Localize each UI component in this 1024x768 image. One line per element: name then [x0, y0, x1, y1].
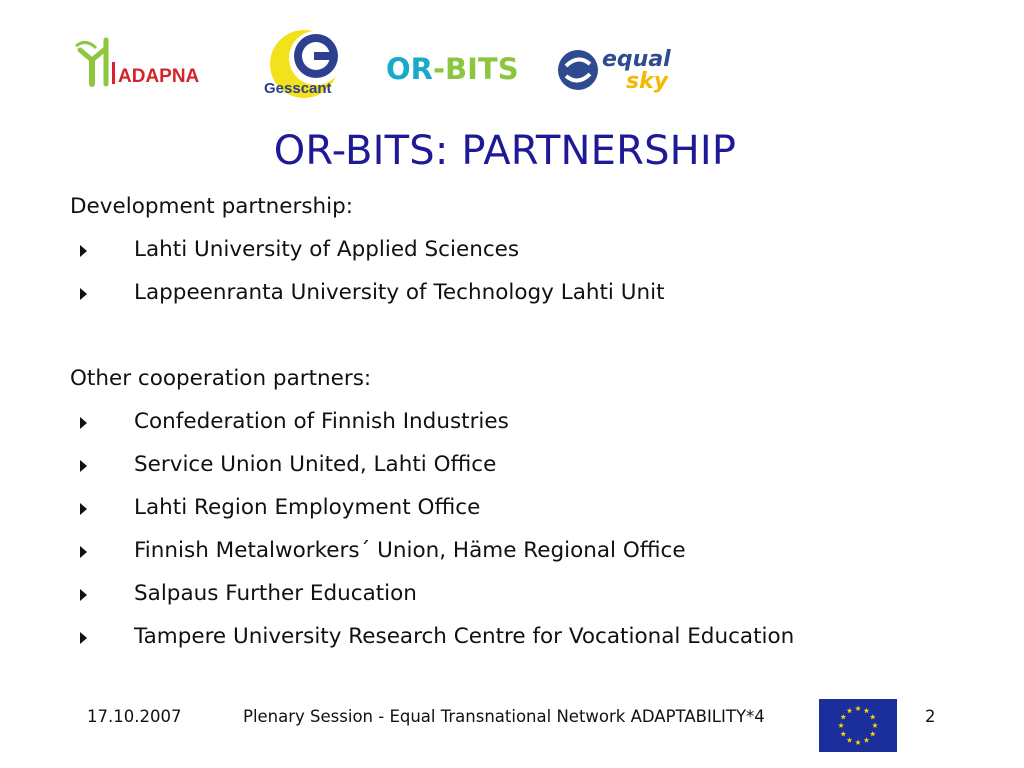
slide-content: [70, 192, 970, 665]
bullet-arrow-icon: [80, 288, 87, 300]
footer-text: Plenary Session - Equal Transnational Network ADAPTABILITY*4: [243, 707, 765, 726]
gesscant-logo: [256, 28, 366, 100]
other-partners-heading: Other cooperation partners:: [70, 366, 372, 391]
sky-logo-text: sky: [626, 69, 669, 94]
page-number: 2: [925, 707, 936, 726]
or-bits-logo-part-bits: -BITS: [432, 52, 519, 86]
bullet-arrow-icon: [80, 546, 87, 558]
equal-sky-logo: [556, 38, 686, 98]
list-item-label: Finnish Metalworkers´ Union, Häme Regional Office: [134, 538, 686, 563]
footer-date: 17.10.2007: [87, 707, 182, 726]
slide-title: OR-BITS: PARTNERSHIP: [273, 128, 737, 174]
svg-text:OR-BITS: [386, 52, 519, 86]
list-item-label: Service Union United, Lahti Office: [134, 452, 497, 477]
spacer: [70, 321, 970, 364]
list-item-label: Salpaus Further Education: [134, 581, 417, 606]
or-bits-logo-part-or: OR: [386, 52, 433, 86]
gesscant-logo-text: Gesscant: [264, 80, 332, 97]
list-item: [70, 622, 970, 665]
list-item: [70, 450, 970, 493]
bullet-arrow-icon: [80, 417, 87, 429]
development-heading: Development partnership:: [70, 194, 354, 219]
list-item: [70, 579, 970, 622]
list-item-label: Lahti Region Employment Office: [134, 495, 481, 520]
bullet-arrow-icon: [80, 460, 87, 472]
bullet-arrow-icon: [80, 245, 87, 257]
list-item: [70, 407, 970, 450]
list-item-label: Tampere University Research Centre for Vocational Education: [134, 624, 795, 649]
partner-logos: [70, 28, 690, 108]
list-item-label: Lahti University of Applied Sciences: [134, 237, 520, 262]
adapna-logo: [70, 32, 235, 92]
adapna-logo-text: ADAPNA: [118, 66, 200, 87]
list-item-label: Confederation of Finnish Industries: [134, 409, 509, 434]
list-item: [70, 235, 970, 278]
equal-logo-text: equal: [602, 47, 671, 72]
bullet-arrow-icon: [80, 589, 87, 601]
bullet-arrow-icon: [80, 632, 87, 644]
eu-flag-icon: [819, 699, 897, 752]
list-item: [70, 278, 970, 321]
or-bits-logo: [386, 48, 526, 88]
bullet-arrow-icon: [80, 503, 87, 515]
list-item: [70, 536, 970, 579]
list-item: [70, 493, 970, 536]
list-item-label: Lappeenranta University of Technology Lahti Unit: [134, 280, 665, 305]
